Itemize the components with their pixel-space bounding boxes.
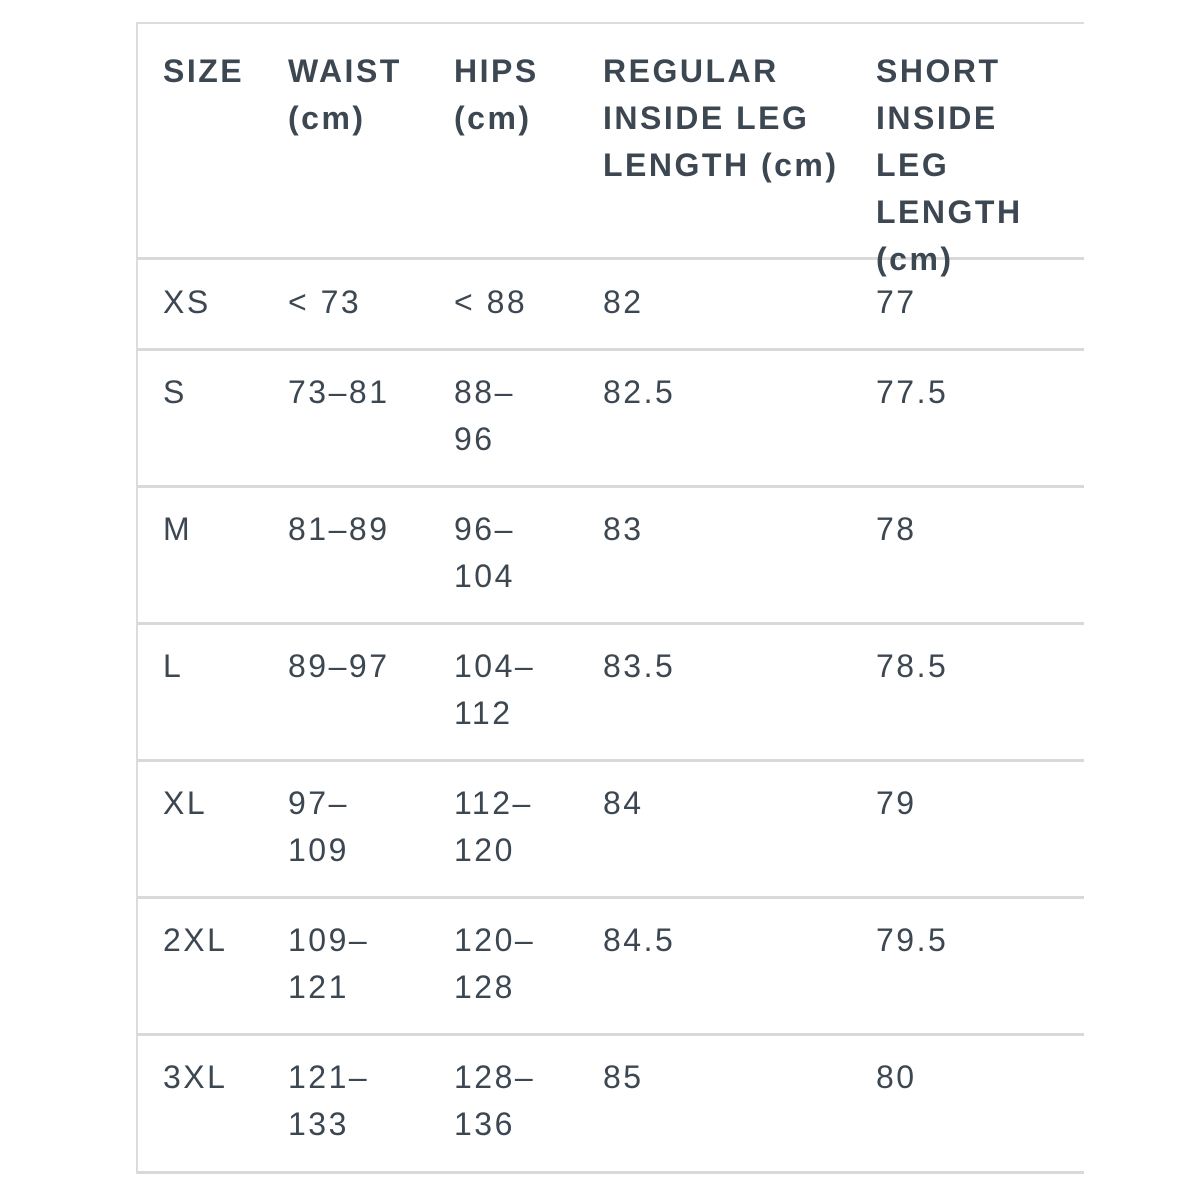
cell-size: XS xyxy=(163,284,211,320)
cell-regular-leg: 83.5 xyxy=(603,648,676,684)
cell-waist: < 73 xyxy=(288,284,362,320)
cell-short-leg: 78.5 xyxy=(876,648,949,684)
cell-short-leg: 79 xyxy=(876,785,917,821)
cell-regular-leg: 84.5 xyxy=(603,922,676,958)
cell-regular-leg: 82 xyxy=(603,284,644,320)
cell-hips: 96– 104 xyxy=(454,511,515,594)
cell-short-leg: 77 xyxy=(876,284,917,320)
table-row xyxy=(138,625,1084,762)
cell-short-leg: 77.5 xyxy=(876,374,949,410)
header-hips: HIPS (cm) xyxy=(454,53,539,136)
cell-size: 3XL xyxy=(163,1059,228,1095)
cell-regular-leg: 83 xyxy=(603,511,644,547)
cell-waist: 109– 121 xyxy=(288,922,370,1005)
cell-hips: 128– 136 xyxy=(454,1059,536,1142)
header-waist: WAIST (cm) xyxy=(288,53,402,136)
cell-waist: 89–97 xyxy=(288,648,390,684)
cell-hips: 88– 96 xyxy=(454,374,515,457)
cell-hips: < 88 xyxy=(454,284,528,320)
table-row xyxy=(138,1036,1084,1174)
table-row xyxy=(138,488,1084,625)
cell-waist: 97– 109 xyxy=(288,785,349,868)
cell-hips: 104– 112 xyxy=(454,648,536,731)
cell-hips: 112– 120 xyxy=(454,785,533,868)
cell-size: S xyxy=(163,374,187,410)
cell-waist: 81–89 xyxy=(288,511,390,547)
table-row xyxy=(138,899,1084,1036)
size-chart-table xyxy=(136,22,1084,1174)
cell-short-leg: 80 xyxy=(876,1059,917,1095)
header-short-inside-leg: SHORT INSIDE LEG LENGTH (cm) xyxy=(876,53,1023,277)
cell-size: L xyxy=(163,648,184,684)
header-regular-inside-leg: REGULAR INSIDE LEG LENGTH (cm) xyxy=(603,53,839,183)
table-row xyxy=(138,260,1084,351)
cell-regular-leg: 85 xyxy=(603,1059,644,1095)
cell-short-leg: 78 xyxy=(876,511,917,547)
cell-regular-leg: 82.5 xyxy=(603,374,676,410)
header-size: SIZE xyxy=(163,53,245,89)
cell-waist: 121– 133 xyxy=(288,1059,370,1142)
cell-short-leg: 79.5 xyxy=(876,922,949,958)
table-header-row xyxy=(138,24,1084,277)
cell-hips: 120– 128 xyxy=(454,922,536,1005)
cell-waist: 73–81 xyxy=(288,374,390,410)
cell-regular-leg: 84 xyxy=(603,785,644,821)
cell-size: XL xyxy=(163,785,208,821)
table-row xyxy=(138,351,1084,488)
table-row xyxy=(138,762,1084,899)
cell-size: 2XL xyxy=(163,922,228,958)
cell-size: M xyxy=(163,511,193,547)
